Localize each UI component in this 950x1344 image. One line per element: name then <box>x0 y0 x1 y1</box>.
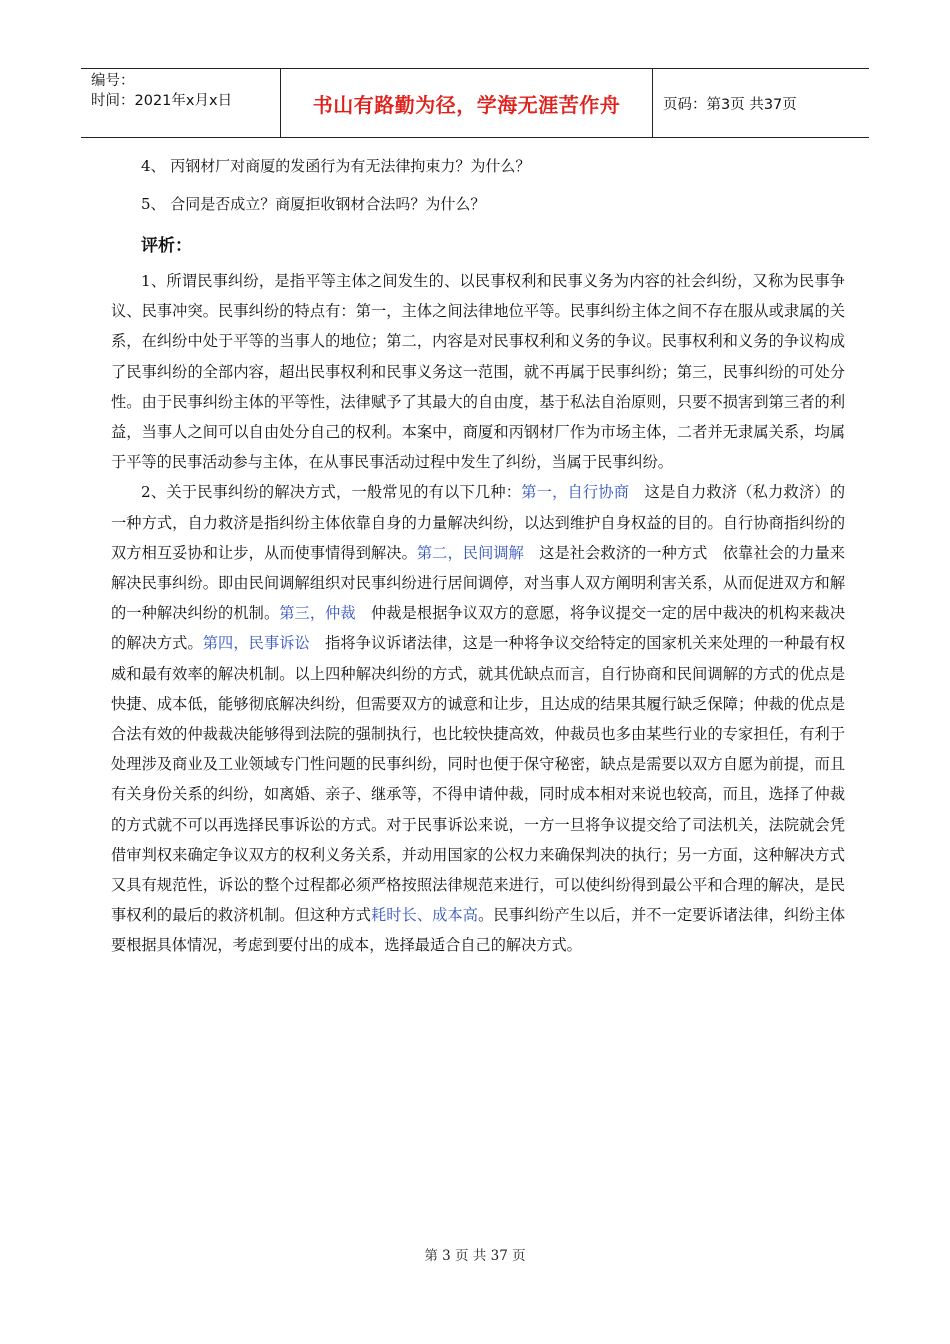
page-header <box>81 68 869 138</box>
analysis-paragraph-2 <box>111 477 845 960</box>
way-3-label: 第三，仲裁 <box>279 604 356 623</box>
way-2-label: 第二，民间调解 <box>416 543 524 562</box>
header-meta <box>81 69 281 137</box>
analysis-heading: 评析： <box>141 236 192 256</box>
question-5: 5、 合同是否成立？商厦拒收钢材合法吗？为什么？ <box>141 195 486 213</box>
header-motto: 书山有路勤为径，学海无涯苦作舟 <box>281 69 653 137</box>
paragraph-2-ending: 。民事纠纷产生以后，并不一定要诉诸法律，纠纷主体要根据具体情况，考虑到要付出的成本，选择最适合自己的解决方式。 <box>111 906 846 955</box>
question-4: 4、 丙钢材厂对商厦的发函行为有无法律拘束力？为什么？ <box>141 157 531 175</box>
number-label: 编号： <box>91 73 135 89</box>
drawback-label: 耗时长、成本高 <box>371 906 479 925</box>
way-4-text: 指将争议诉诸法律，这是一种将争议交给特定的国家机关来处理的一种最有权威和最有效率的解决机制。以上四种解决纠纷的方式，就其优缺点而言，自行协商和民间调解的方式的优点是快捷、成本低，能够彻底解决纠纷，但需要双方的诚意和让步，且达成的结果其履行缺乏保障；仲裁的优点是合法有效的仲裁裁决能够得到法院的强制执行，也比较快捷高效，仲裁员也多由某些行业的专家担任，有利于处理涉及商业及工业领域专门性问题的民事纠纷，同时也便于保守秘密，缺点是需要以双方自愿为前提，而且有关身份关系的纠纷，如离婚、亲子、继承等，不得申请仲裁，同时成本相对来说也较高，而且，选择了仲裁的方式就不可以再选择民事诉讼的方式。对于民事诉讼来说，一方一旦将争议提交给了司法机关，法院就会凭借审判权来确定争议双方的权利义务关系，并动用国家的公权力来确保判决的执行；另一方面，这种解决方式又具有规范性，诉讼的整个过程都必须严格按照法律规范来进行，可以使纠纷得到最公平和合理的解决，是民事权利的最后的救济机制。但这种方式 <box>111 634 846 925</box>
way-1-text: 这是自力救济（私力救济）的一种方式，自力救济是指纠纷主体依靠自身的力量解决纠纷，以达到维护自身权益的目的。自行协商指纠纷的双方相互妥协和让步，从而使事情得到解决。 <box>111 483 846 562</box>
analysis-paragraph-1: 1、所谓民事纠纷，是指平等主体之间发生的、以民事权利和民事义务为内容的社会纠纷，又称为民事争议、民事冲突。民事纠纷的特点有：第一，主体之间法律地位平等。民事纠纷主体之间不存在服从或隶属的关系，在纠纷中处于平等的当事人的地位；第二，内容是对民事权利和义务的争议。民事权利和义务的争议构成了民事纠纷的全部内容，超出民事权利和民事义务这一范围，就不再属于民事纠纷；第三，民事纠纷的可处分性。由于民事纠纷主体的平等性，法律赋予了其最大的自由度，基于私法自治原则，只要不损害到第三者的利益，当事人之间可以自由处分自己的权利。本案中，商厦和丙钢材厂作为市场主体，二者并无隶属关系，均属于平等的民事活动参与主体，在从事民事活动过程中发生了纠纷，当属于民事纠纷。 <box>111 272 845 472</box>
time-label: 时间：2021年x月x日 <box>91 93 233 109</box>
way-1-label: 第一，自行协商 <box>521 483 630 502</box>
header-page-info: 页码：第3页 共37页 <box>663 96 797 113</box>
paragraph-2-intro: 2、关于民事纠纷的解决方式，一般常见的有以下几种： <box>141 483 522 502</box>
way-2-text: 这是社会救济的一种方式 依靠社会的力量来解决民事纠纷。即由民间调解组织对民事纠纷进行居间调停，对当事人双方阐明利害关系，从而促进双方和解的一种解决纠纷的机制。 <box>111 543 846 623</box>
way-4-label: 第四，民事诉讼 <box>202 634 310 653</box>
page-footer: 第 3 页 共 37 页 <box>424 1248 526 1264</box>
document-body <box>111 155 845 961</box>
way-3-text: 仲裁是根据争议双方的意愿，将争议提交一定的居中裁决的机构来裁决的解决方式。 <box>111 604 846 653</box>
